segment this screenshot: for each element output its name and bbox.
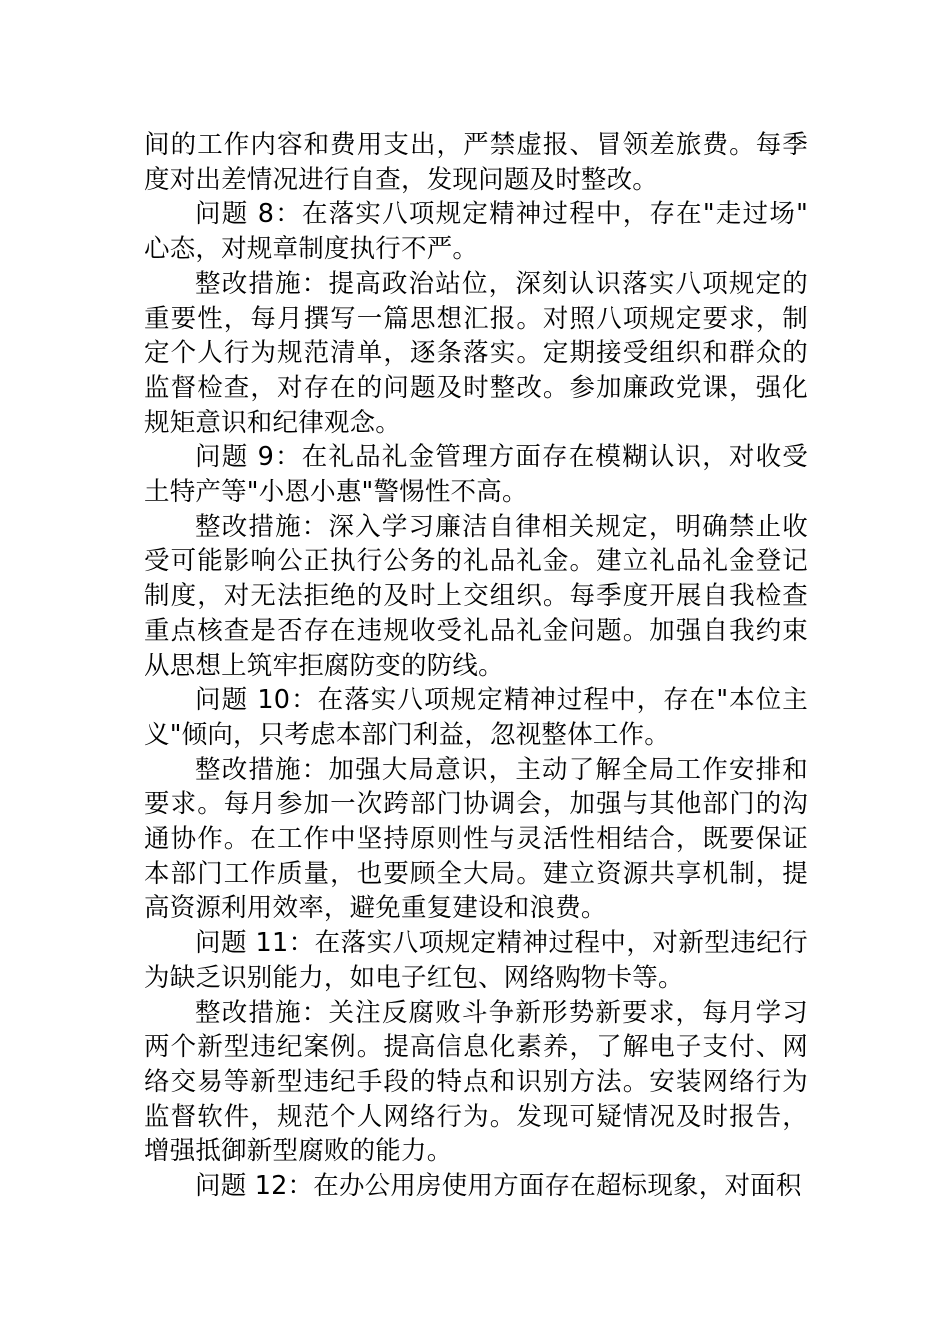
paragraph-problem-12: 问题 12：在办公用房使用方面存在超标现象，对面积 <box>195 1171 802 1202</box>
paragraph-problem-9: 问题 9：在礼品礼金管理方面存在模糊认识，对收受土特产等"小恩小惠"警惕性不高。 <box>144 442 808 508</box>
paragraph-rectification-11: 整改措施：关注反腐败斗争新形势新要求，每月学习两个新型违纪案例。提高信息化素养，了解电子支付、网络交易等新型违纪手段的特点和识别方法。安装网络行为监督软件，规范个人网络行为。发现可疑情况及时报告，增强抵御新型腐败的能力。 <box>144 997 808 1167</box>
paragraph-problem-10: 问题 10：在落实八项规定精神过程中，存在"本位主义"倾向，只考虑本部门利益，忽视整体工作。 <box>144 685 808 750</box>
paragraph-continuation: 间的工作内容和费用支出，严禁虚报、冒领差旅费。每季度对出差情况进行自查，发现问题及时整改。 <box>144 130 808 195</box>
paragraph-rectification-9: 整改措施：深入学习廉洁自律相关规定，明确禁止收受可能影响公正执行公务的礼品礼金。建立礼品礼金登记制度，对无法拒绝的及时上交组织。每季度开展自我检查重点核查是否存在违规收受礼品礼金问题。加强自我约束从思想上筑牢拒腐防变的防线。 <box>144 511 808 681</box>
paragraph-problem-8: 问题 8：在落实八项规定精神过程中，存在"走过场"心态，对规章制度执行不严。 <box>144 199 808 265</box>
paragraph-rectification-8: 整改措施：提高政治站位，深刻认识落实八项规定的重要性，每月撰写一篇思想汇报。对照八项规定要求，制定个人行为规范清单，逐条落实。定期接受组织和群众的监督检查，对存在的问题及时整改。参加廉政党课，强化规矩意识和纪律观念。 <box>144 268 808 438</box>
paragraph-problem-11: 问题 11：在落实八项规定精神过程中，对新型违纪行为缺乏识别能力，如电子红包、网络购物卡等。 <box>144 928 808 993</box>
paragraph-rectification-10: 整改措施：加强大局意识，主动了解全局工作安排和要求。每月参加一次跨部门协调会，加强与其他部门的沟通协作。在工作中坚持原则性与灵活性相结合，既要保证本部门工作质量，也要顾全大局。建立资源共享机制，提高资源利用效率，避免重复建设和浪费。 <box>144 754 808 924</box>
document-body <box>144 128 808 1204</box>
